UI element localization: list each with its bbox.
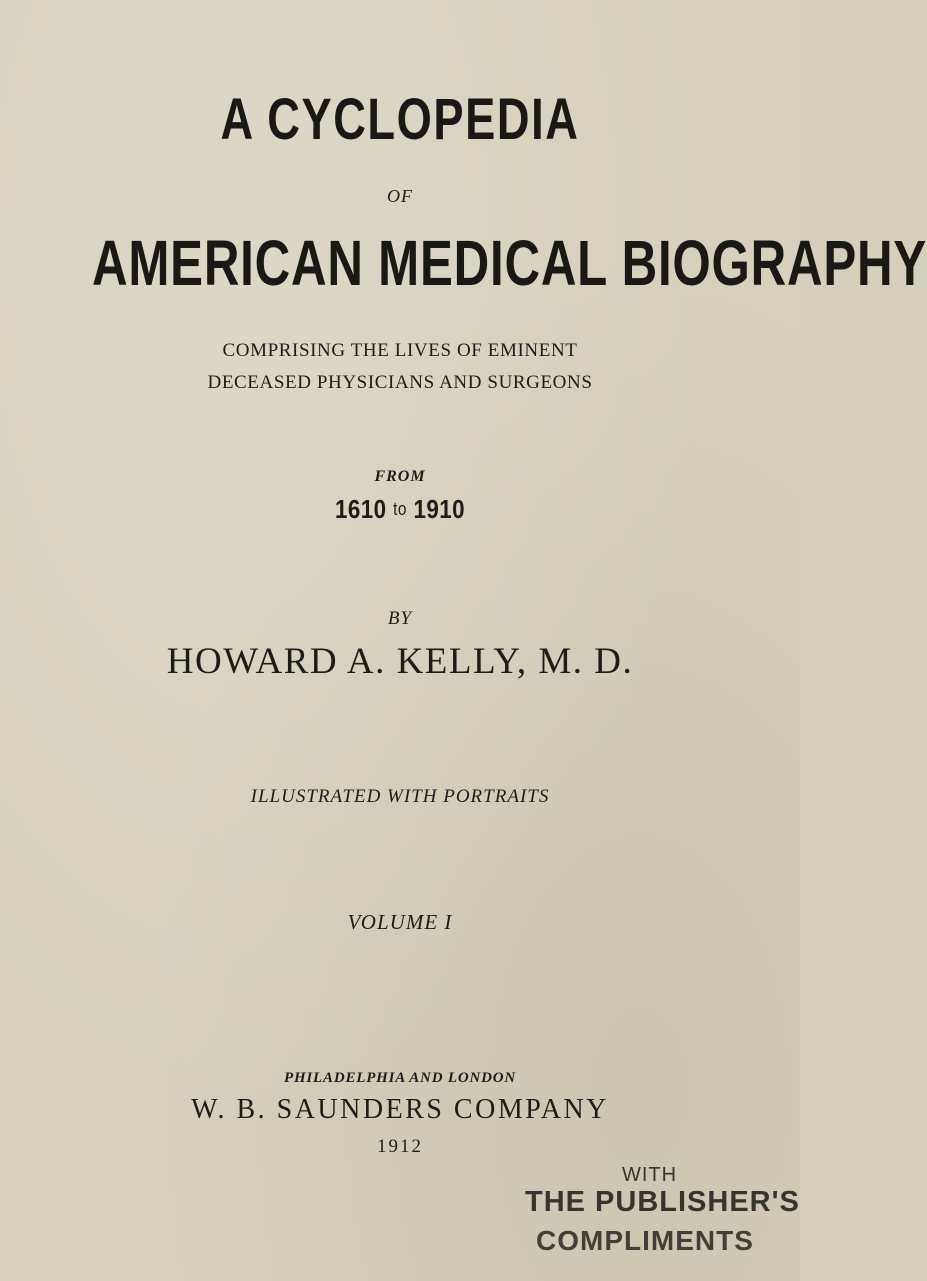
imprint-year: 1912 xyxy=(377,1136,423,1157)
period-to-word: to xyxy=(393,499,407,519)
imprint-publisher: W. B. SAUNDERS COMPANY xyxy=(191,1094,609,1125)
period-from-label: FROM xyxy=(374,468,426,485)
period-start-year: 1610 xyxy=(334,494,387,524)
stamp-line1: WITH xyxy=(622,1164,678,1186)
illustrated-note: ILLUSTRATED WITH PORTRAITS xyxy=(250,786,550,807)
subtitle-line1: COMPRISING THE LIVES OF EMINENT xyxy=(222,340,578,361)
subtitle-line2: DECEASED PHYSICIANS AND SURGEONS xyxy=(207,372,593,393)
volume-label: VOLUME I xyxy=(347,910,453,934)
period-end-year: 1910 xyxy=(413,494,465,524)
imprint-places: PHILADELPHIA AND LONDON xyxy=(283,1070,517,1086)
author-name: HOWARD A. KELLY, M. D. xyxy=(166,641,634,682)
book-title-line2: AMERICAN MEDICAL BIOGRAPHY xyxy=(92,227,927,299)
book-title-line1: A CYCLOPEDIA xyxy=(220,87,580,152)
stamp-line2: THE PUBLISHER'S xyxy=(525,1186,800,1218)
book-title-connector: OF xyxy=(387,186,413,206)
period-years xyxy=(56,494,744,525)
stamp-line3: COMPLIMENTS xyxy=(536,1225,754,1256)
byline-label: BY xyxy=(387,608,413,629)
